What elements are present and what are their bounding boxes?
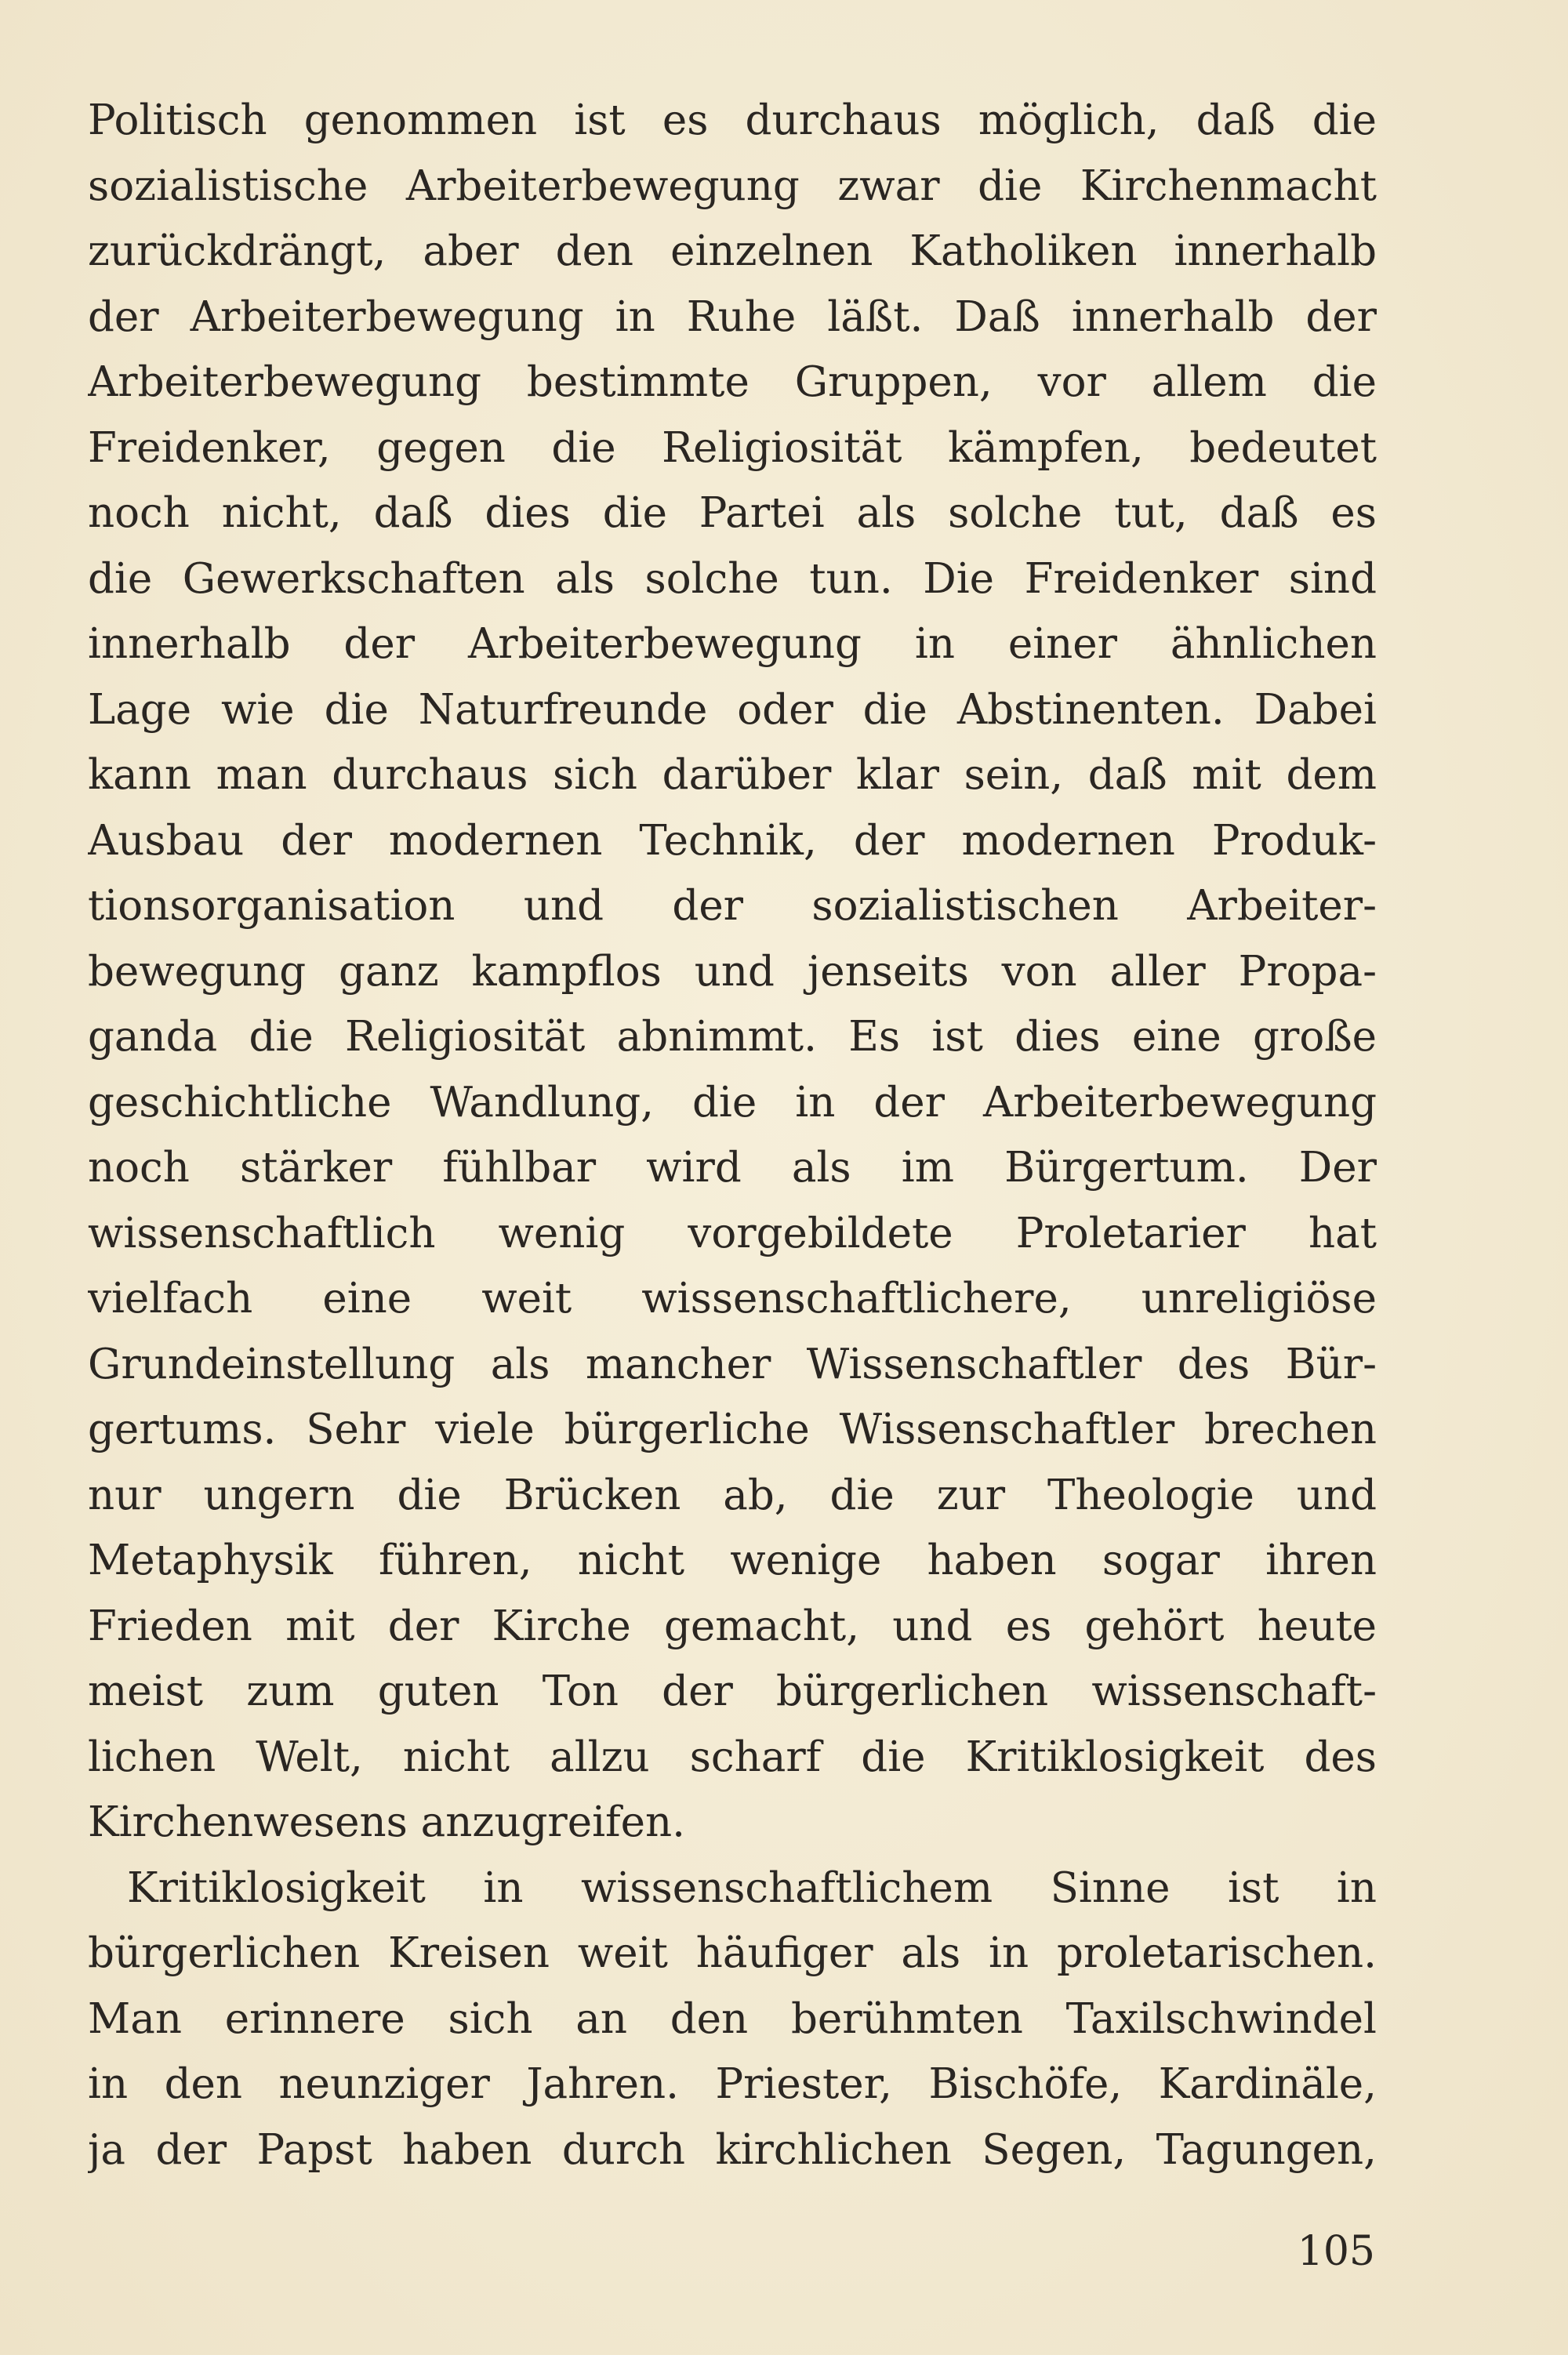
text-line: Metaphysik führen, nicht wenige haben sogar ihren [88, 1537, 1377, 1584]
text-line: gertums. Sehr viele bürgerliche Wissenschaftler brechen [88, 1406, 1377, 1453]
text-line: Man erinnere sich an den berühmten Taxilschwindel [88, 1994, 1377, 2043]
body-text [88, 88, 1377, 2183]
text-line: lichen Welt, nicht allzu scharf die Kritiklosigkeit des [88, 1733, 1377, 1781]
text-line: nur ungern die Brücken ab, die zur Theologie und [88, 1471, 1377, 1519]
text-line: in den neunziger Jahren. Priester, Bischöfe, Kardinäle, [88, 2060, 1377, 2108]
text-line: Lage wie die Naturfreunde oder die Abstinenten. Dabei [88, 685, 1377, 734]
text-line: Arbeiterbewegung bestimmte Gruppen, vor allem die [88, 358, 1377, 406]
text-line: Politisch genommen ist es durchaus möglich, daß die [88, 96, 1377, 144]
text-line: kann man durchaus sich darüber klar sein, daß mit dem [88, 751, 1377, 799]
paragraph-1 [88, 88, 1377, 1856]
text-line: Freidenker, gegen die Religiosität kämpfen, bedeutet [88, 423, 1377, 472]
text-line: zurückdrängt, aber den einzelnen Katholiken innerhalb [88, 227, 1377, 275]
text-line: ja der Papst haben durch kirchlichen Segen, Tagungen, [88, 2125, 1377, 2174]
text-line: die Gewerkschaften als solche tun. Die Freidenker sind [88, 554, 1377, 603]
text-line: bewegung ganz kampflos und jenseits von aller Propa- [88, 947, 1377, 996]
text-line: wissenschaftlich wenig vorgebildete Proletarier hat [88, 1209, 1377, 1257]
paragraph-2 [88, 1856, 1377, 2183]
text-line: tionsorganisation und der sozialistischen Arbeiter- [88, 882, 1377, 930]
text-line: der Arbeiterbewegung in Ruhe läßt. Daß innerhalb der [88, 292, 1377, 341]
text-line: noch stärker fühlbar wird als im Bürgertum. Der [88, 1144, 1377, 1192]
text-line: Grundeinstellung als mancher Wissenschaftler des Bür- [88, 1340, 1377, 1388]
text-line: sozialistische Arbeiterbewegung zwar die Kirchenmacht [88, 161, 1377, 210]
text-line: innerhalb der Arbeiterbewegung in einer ähnlichen [88, 620, 1377, 668]
text-line: geschichtliche Wandlung, die in der Arbeiterbewegung [88, 1078, 1377, 1127]
text-line: vielfach eine weit wissenschaftlichere, unreligiöse [88, 1275, 1377, 1323]
text-line: noch nicht, daß dies die Partei als solche tut, daß es [88, 489, 1377, 537]
text-line: Ausbau der modernen Technik, der modernen Produk- [88, 816, 1377, 865]
page-number: 105 [1297, 2228, 1375, 2275]
text-line: Frieden mit der Kirche gemacht, und es gehört heute [88, 1602, 1377, 1650]
text-line: bürgerlichen Kreisen weit häufiger als in proletarischen. [88, 1929, 1377, 1977]
text-line: Kritiklosigkeit in wissenschaftlichem Sinne ist in [127, 1863, 1377, 1912]
text-line: Kirchenwesens anzugreifen. [88, 1798, 686, 1846]
text-line: meist zum guten Ton der bürgerlichen wissenschaft- [88, 1667, 1377, 1715]
text-line: ganda die Religiosität abnimmt. Es ist dies eine große [88, 1013, 1377, 1061]
